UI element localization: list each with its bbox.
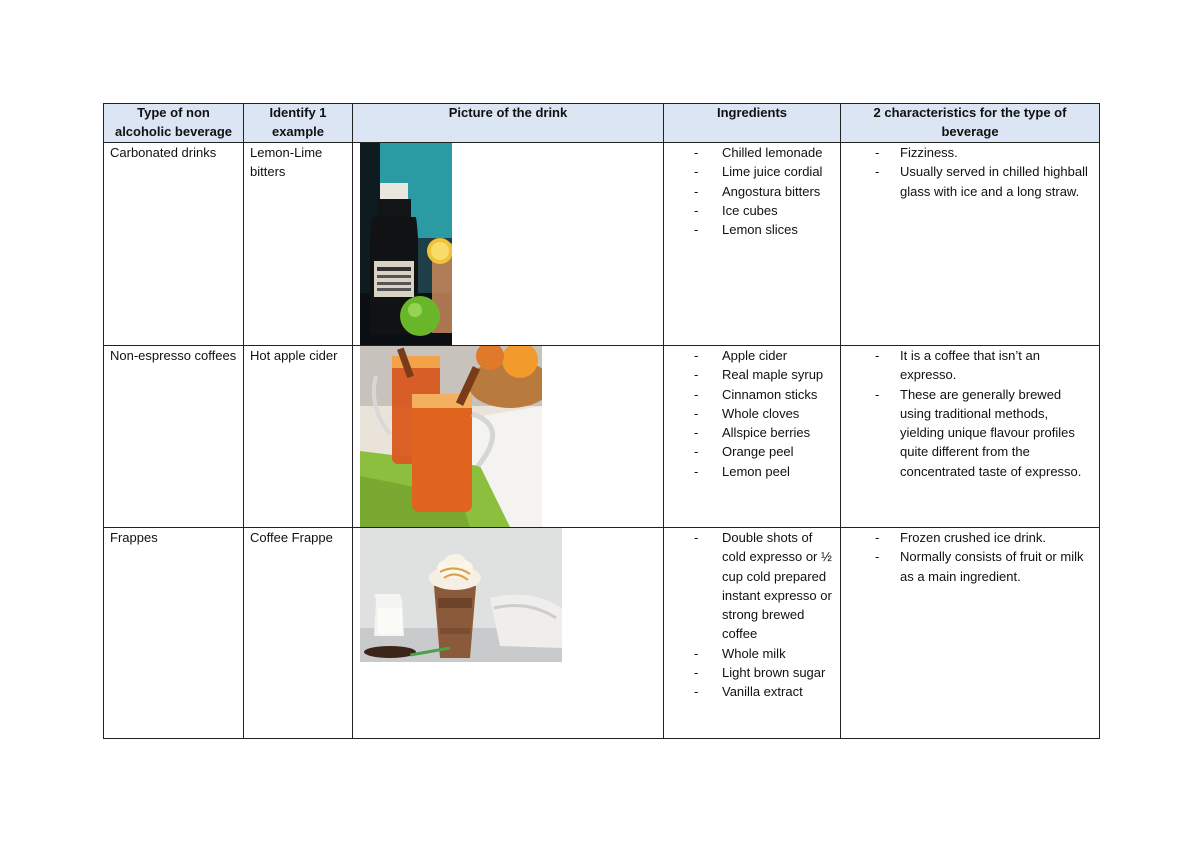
header-picture: Picture of the drink	[353, 104, 664, 143]
list-item: - Orange peel	[722, 442, 834, 461]
list-item: - Lemon peel	[722, 462, 834, 481]
list-item: - Frozen crushed ice drink.	[900, 528, 1093, 547]
ingredients-list	[670, 346, 834, 481]
list-item: - Normally consists of fruit or milk as a main ingredient.	[900, 547, 1093, 586]
characteristics-list	[847, 143, 1093, 201]
hot-apple-cider-photo	[360, 346, 657, 527]
table-row	[104, 528, 1100, 739]
characteristics-cell	[841, 346, 1100, 528]
ingredients-list	[670, 528, 834, 702]
characteristics-list	[847, 528, 1093, 586]
list-item: - Whole milk	[722, 644, 834, 663]
table-header-row	[104, 104, 1100, 143]
list-item: - Allspice berries	[722, 423, 834, 442]
ingredients-list	[670, 143, 834, 239]
beverage-type: Non-espresso coffees	[104, 346, 244, 528]
header-ingredients: Ingredients	[664, 104, 841, 143]
list-item: - These are generally brewed using traditional methods, yielding unique flavour profiles quite different from the concentrated taste of expresso.	[900, 385, 1093, 481]
header-characteristics: 2 characteristics for the type of beverage	[841, 104, 1100, 143]
list-item: - Lime juice cordial	[722, 162, 834, 181]
beverage-example: Coffee Frappe	[244, 528, 353, 739]
coffee-frappe-photo	[360, 528, 657, 662]
characteristics-list	[847, 346, 1093, 481]
picture-cell	[353, 528, 664, 739]
list-item: - Fizziness.	[900, 143, 1093, 162]
ingredients-cell	[664, 143, 841, 346]
list-item: - Angostura bitters	[722, 182, 834, 201]
beverage-example: Lemon-Lime bitters	[244, 143, 353, 346]
header-type: Type of non alcoholic beverage	[104, 104, 244, 143]
characteristics-cell	[841, 143, 1100, 346]
beverage-table	[103, 103, 1100, 739]
header-example: Identify 1 example	[244, 104, 353, 143]
picture-cell	[353, 143, 664, 346]
list-item: - Double shots of cold expresso or ½ cup cold prepared instant expresso or strong brewed coffee	[722, 528, 834, 644]
table-row	[104, 346, 1100, 528]
list-item: - Chilled lemonade	[722, 143, 834, 162]
list-item: - Cinnamon sticks	[722, 385, 834, 404]
ingredients-cell	[664, 528, 841, 739]
list-item: - Whole cloves	[722, 404, 834, 423]
characteristics-cell	[841, 528, 1100, 739]
list-item: - It is a coffee that isn’t an expresso.	[900, 346, 1093, 385]
lemon-lime-bitters-photo	[360, 143, 657, 345]
beverage-example: Hot apple cider	[244, 346, 353, 528]
list-item: - Ice cubes	[722, 201, 834, 220]
picture-cell	[353, 346, 664, 528]
list-item: - Usually served in chilled highball glass with ice and a long straw.	[900, 162, 1093, 201]
ingredients-cell	[664, 346, 841, 528]
beverage-type: Frappes	[104, 528, 244, 739]
list-item: - Real maple syrup	[722, 365, 834, 384]
table-row	[104, 143, 1100, 346]
list-item: - Lemon slices	[722, 220, 834, 239]
list-item: - Apple cider	[722, 346, 834, 365]
beverage-type: Carbonated drinks	[104, 143, 244, 346]
list-item: - Vanilla extract	[722, 682, 834, 701]
list-item: - Light brown sugar	[722, 663, 834, 682]
